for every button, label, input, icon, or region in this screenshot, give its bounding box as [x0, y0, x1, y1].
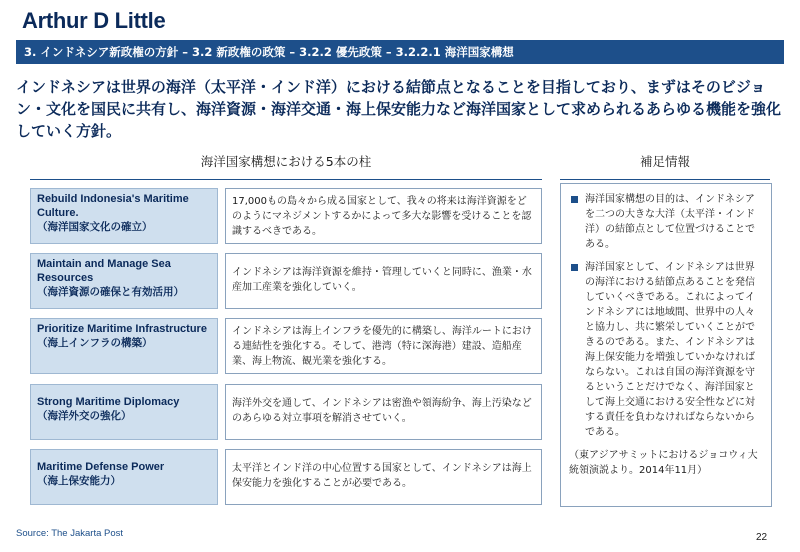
pillar-title-en: Rebuild Indonesia's Maritime Culture.: [37, 193, 189, 219]
pillar-label-maritime-infrastructure: [30, 318, 218, 374]
pillar-label-maritime-defense: [30, 449, 218, 505]
supplementary-notes-box: [560, 183, 772, 507]
pillar-title-jp: （海洋外交の強化）: [37, 410, 132, 422]
breadcrumb: 3. インドネシア新政権の方針 – 3.2 新政権の政策 – 3.2.2 優先政策 – 3.2.2.1 海洋国家構想: [16, 40, 784, 64]
square-bullet-icon: [571, 196, 578, 203]
pillar-title-jp: （海洋国家文化の確立）: [37, 221, 153, 233]
note-text: 海洋国家構想の目的は、インドネシアを二つの大きな大洋（太平洋・インド洋）の結節点として位置づけることである。: [585, 194, 755, 250]
pillars-heading: 海洋国家構想における5本の柱: [30, 152, 542, 180]
note-item: [569, 192, 763, 252]
note-text: 海洋国家として、インドネシアは世界の海洋における結節点あることを発信していくべきである。これによってインドネシアには地域間、世界中の人々と協力し、共に繁栄していくことができるのである。また、インドネシアは海上保安能力を増強していかなければならない。これは自国の海洋資源を守るということだけでなく、海洋国家として海上交通における安全性などに対する責任を負わなければならないからである。: [585, 262, 755, 438]
note-item: [569, 260, 763, 440]
source-citation: Source: The Jakarta Post: [16, 528, 124, 539]
pillar-title-jp: （海上インフラの構築）: [37, 337, 153, 349]
square-bullet-icon: [571, 264, 578, 271]
pillar-label-sea-resources: [30, 253, 218, 309]
notes-heading: 補足情報: [560, 152, 770, 180]
note-source-citation: （東アジアサミットにおけるジョコウィ大統領演説より。2014年11月）: [569, 450, 758, 476]
pillar-description-maritime-diplomacy: 海洋外交を通して、インドネシアは密漁や領海紛争、海上汚染などのあらゆる対立事項を解消させていく。: [225, 384, 542, 440]
pillar-description-maritime-culture: 17,000もの島々から成る国家として、我々の将来は海洋資源をどのようにマネジメントするかによって多大な影響を受けることを認識するべきである。: [225, 188, 542, 244]
company-logo: Arthur D Little: [22, 8, 166, 33]
page-number: 22: [756, 532, 768, 543]
pillar-description-sea-resources: インドネシアは海洋資源を維持・管理していくと同時に、漁業・水産加工産業を強化していく。: [225, 253, 542, 309]
pillar-title-en: Maintain and Manage Sea Resources: [37, 258, 171, 284]
pillar-label-maritime-diplomacy: [30, 384, 218, 440]
pillar-label-maritime-culture: [30, 188, 218, 244]
slide-headline: インドネシアは世界の海洋（太平洋・インド洋）における結節点となることを目指しており、まずはそのビジョン・文化を国民に共有し、海洋資源・海洋交通・海上保安能力など海洋国家として求められるあらゆる機能を強化していく方針。: [16, 78, 782, 140]
pillar-title-jp: （海上保安能力）: [37, 475, 121, 487]
pillar-title-jp: （海洋資源の確保と有効活用）: [37, 286, 184, 298]
pillar-description-maritime-infrastructure: インドネシアは海上インフラを優先的に構築し、海洋ルートにおける連結性を強化する。そして、港湾（特に深海港）建設、造船産業、海上物流、観光業を強化する。: [225, 318, 542, 374]
pillar-title-en: Prioritize Maritime Infrastructure: [37, 323, 207, 335]
pillar-description-maritime-defense: 太平洋とインド洋の中心位置する国家として、インドネシアは海上保安能力を強化することが必要である。: [225, 449, 542, 505]
pillar-title-en: Maritime Defense Power: [37, 461, 165, 473]
pillar-title-en: Strong Maritime Diplomacy: [37, 396, 180, 408]
